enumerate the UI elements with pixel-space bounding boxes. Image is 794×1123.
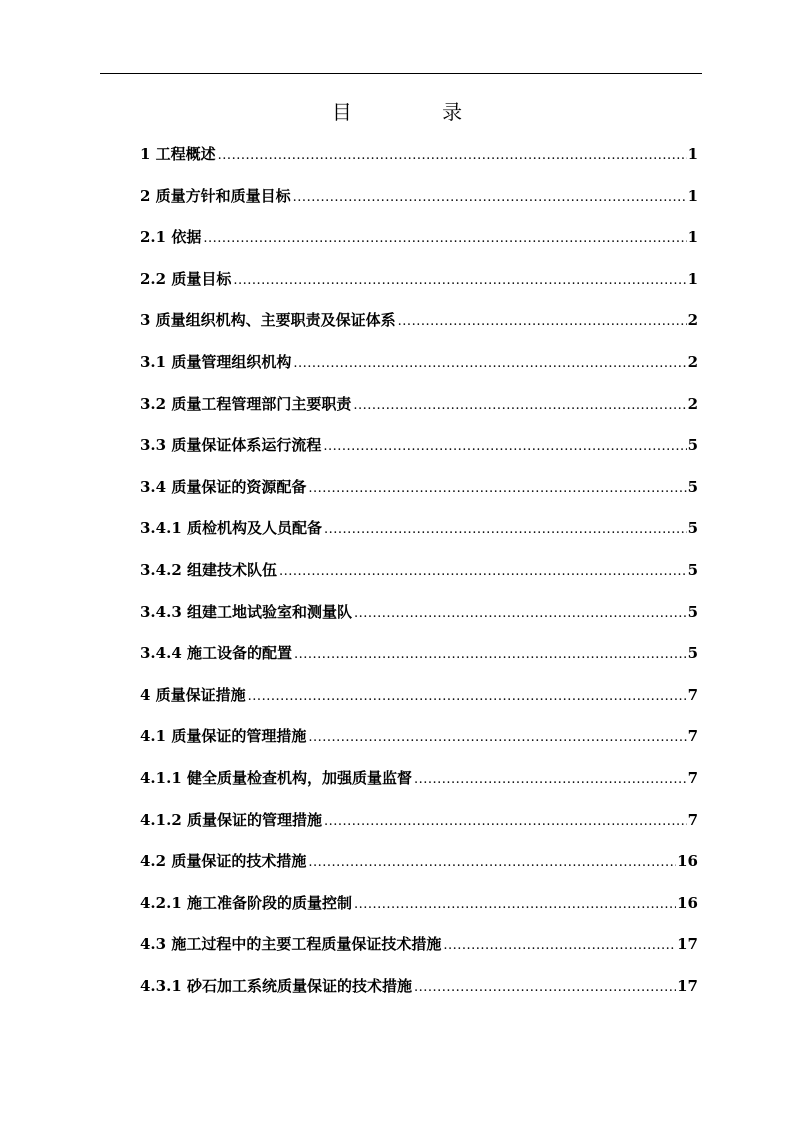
toc-page-number: 5 xyxy=(687,436,698,455)
toc-entry-label: 2 质量方针和质量目标 xyxy=(140,186,291,205)
toc-entry[interactable] xyxy=(140,931,698,973)
toc-entry-label: 2.2 质量目标 xyxy=(140,269,232,288)
toc-dot-leader xyxy=(398,309,687,335)
toc-page-number: 7 xyxy=(687,810,698,829)
toc-page-number: 2 xyxy=(687,311,698,330)
toc-dot-leader xyxy=(203,226,686,252)
toc-entry[interactable] xyxy=(140,391,698,433)
toc-page-number: 7 xyxy=(687,727,698,746)
toc-dot-leader xyxy=(324,809,687,835)
toc-page-number: 17 xyxy=(677,935,698,954)
toc-entry[interactable] xyxy=(140,349,698,391)
toc-entry[interactable] xyxy=(140,474,698,516)
toc-entry-label: 4.3 施工过程中的主要工程质量保证技术措施 xyxy=(140,935,442,954)
toc-entry-label: 1 工程概述 xyxy=(140,145,216,163)
toc-dot-leader xyxy=(294,642,687,668)
toc-page-number: 7 xyxy=(687,685,698,704)
toc-dot-leader xyxy=(354,892,676,918)
toc-page-number: 1 xyxy=(687,228,698,247)
toc-entry[interactable] xyxy=(140,848,698,890)
toc-entry[interactable] xyxy=(140,141,698,183)
header-rule xyxy=(100,73,702,74)
toc-entry[interactable] xyxy=(140,599,698,641)
toc-entry-label: 3 质量组织机构、主要职责及保证体系 xyxy=(140,311,396,330)
toc-title: 目 录 xyxy=(331,100,505,124)
toc-dot-leader xyxy=(293,185,687,211)
toc-entry[interactable] xyxy=(140,224,698,266)
toc-page-number: 16 xyxy=(677,852,698,871)
toc-entry[interactable] xyxy=(140,266,698,308)
toc-page-number: 5 xyxy=(687,519,698,538)
toc-entry-label: 3.4 质量保证的资源配备 xyxy=(140,477,307,496)
toc-entry-label: 4.2.1 施工准备阶段的质量控制 xyxy=(140,893,352,912)
toc-entry[interactable] xyxy=(140,973,698,1015)
toc-page-number: 1 xyxy=(687,186,698,205)
toc-list xyxy=(140,141,698,1014)
toc-entry[interactable] xyxy=(140,432,698,474)
toc-entry-label: 4.1.1 健全质量检查机构，加强质量监督 xyxy=(140,768,412,787)
toc-dot-leader xyxy=(353,393,686,419)
toc-page-number: 1 xyxy=(687,269,698,288)
toc-dot-leader xyxy=(308,725,686,751)
toc-entry-label: 4.1 质量保证的管理措施 xyxy=(140,727,307,746)
toc-page-number: 17 xyxy=(677,976,698,995)
toc-entry-label: 3.4.4 施工设备的配置 xyxy=(140,644,292,663)
toc-dot-leader xyxy=(293,351,686,377)
toc-page-number: 5 xyxy=(687,477,698,496)
toc-dot-leader xyxy=(248,684,687,710)
toc-entry-label: 4.1.2 质量保证的管理措施 xyxy=(140,810,322,829)
toc-dot-leader xyxy=(414,767,687,793)
toc-entry[interactable] xyxy=(140,515,698,557)
toc-dot-leader xyxy=(354,601,687,627)
toc-entry-label: 3.2 质量工程管理部门主要职责 xyxy=(140,394,352,413)
toc-entry[interactable] xyxy=(140,307,698,349)
toc-entry-label: 3.1 质量管理组织机构 xyxy=(140,352,292,371)
toc-dot-leader xyxy=(308,850,676,876)
toc-page-number: 5 xyxy=(687,644,698,663)
toc-page-number: 5 xyxy=(687,602,698,621)
toc-entry[interactable] xyxy=(140,557,698,599)
toc-dot-leader xyxy=(443,933,676,959)
toc-dot-leader xyxy=(308,476,686,502)
toc-dot-leader xyxy=(324,517,687,543)
toc-entry-label: 4.3.1 砂石加工系统质量保证的技术措施 xyxy=(140,976,412,995)
toc-entry-label: 3.4.2 组建技术队伍 xyxy=(140,560,277,579)
toc-entry[interactable] xyxy=(140,765,698,807)
toc-entry[interactable] xyxy=(140,723,698,765)
toc-entry-label: 3.4.1 质检机构及人员配备 xyxy=(140,519,322,538)
toc-page-number: 16 xyxy=(677,893,698,912)
toc-dot-leader xyxy=(218,143,687,169)
toc-dot-leader xyxy=(323,434,686,460)
toc-page-number: 2 xyxy=(687,394,698,413)
toc-page-number: 5 xyxy=(687,560,698,579)
toc-dot-leader xyxy=(279,559,687,585)
toc-dot-leader xyxy=(233,268,686,294)
toc-dot-leader xyxy=(414,975,676,1001)
toc-page-number: 1 xyxy=(687,145,698,163)
toc-entry-label: 4.2 质量保证的技术措施 xyxy=(140,852,307,871)
toc-page-number: 2 xyxy=(687,352,698,371)
toc-entry-label: 3.4.3 组建工地试验室和测量队 xyxy=(140,602,352,621)
toc-entry[interactable] xyxy=(140,640,698,682)
toc-entry[interactable] xyxy=(140,682,698,724)
toc-entry[interactable] xyxy=(140,807,698,849)
toc-entry-label: 2.1 依据 xyxy=(140,228,202,247)
toc-entry[interactable] xyxy=(140,890,698,932)
toc-page-number: 7 xyxy=(687,768,698,787)
toc-entry[interactable] xyxy=(140,183,698,225)
toc-entry-label: 4 质量保证措施 xyxy=(140,685,246,704)
toc-entry-label: 3.3 质量保证体系运行流程 xyxy=(140,436,322,455)
